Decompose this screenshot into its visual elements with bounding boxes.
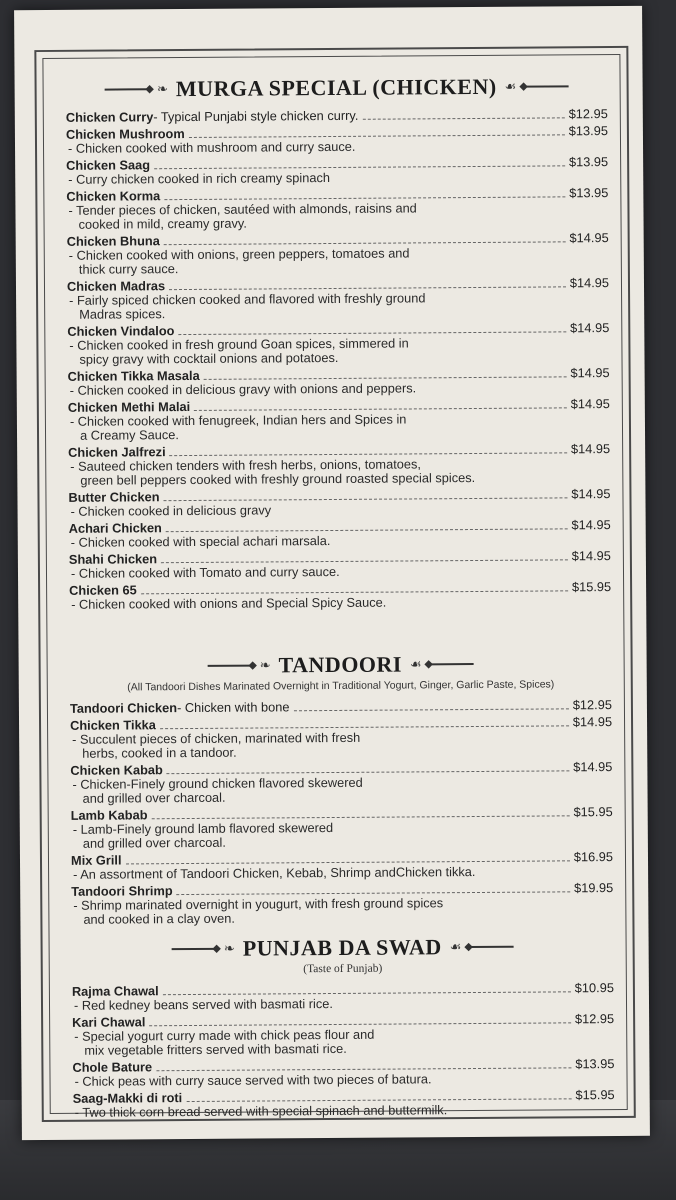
menu-item-price: $15.95: [571, 579, 612, 595]
menu-item-price: $12.95: [572, 697, 612, 713]
dotted-leader: [204, 376, 567, 380]
dotted-leader: [166, 528, 568, 532]
description-line: - Chicken cooked in delicious gravy: [70, 502, 272, 519]
fleuron-right-icon: ☙: [409, 656, 422, 672]
menu-item-name: Chicken Kabab: [70, 762, 163, 778]
menu-item-price: $14.95: [572, 714, 613, 730]
menu-item-name: Chicken Korma: [66, 188, 161, 204]
menu-item-list: [66, 107, 611, 612]
menu-item-price: $12.95: [568, 106, 608, 122]
menu-item-price: $14.95: [571, 517, 611, 533]
menu-item-price: $13.95: [575, 1056, 615, 1072]
description-line: - Special yogurt curry made with chick peas flour and: [74, 1026, 375, 1044]
menu-item-price: $14.95: [571, 548, 611, 564]
menu-item-name: Butter Chicken: [68, 489, 160, 505]
menu-item-description: [70, 774, 612, 806]
menu-item-description: [72, 1026, 614, 1058]
menu-item-price: $15.95: [573, 804, 613, 820]
description-line: cooked in mild, creamy gravy.: [78, 215, 247, 232]
menu-item-name: Achari Chicken: [68, 520, 162, 536]
menu-item-description: [71, 819, 613, 851]
section-title: TANDOORI: [278, 651, 403, 678]
menu-item-description: [68, 456, 610, 488]
page-inner-border: [42, 54, 627, 1120]
menu-item-line: [66, 107, 608, 125]
description-line: a Creamy Sauce.: [79, 427, 179, 443]
menu-item-description: [69, 594, 611, 612]
description-line: and grilled over charcoal.: [82, 789, 226, 806]
dotted-leader: [156, 1067, 571, 1071]
section-header: [66, 73, 608, 103]
description-line: - Chicken cooked with onions, green peppers, tomatoes and: [68, 245, 410, 263]
menu-item-description: [66, 169, 608, 187]
description-line: - Chicken cooked with onions and Special Spicy Sauce.: [71, 594, 387, 612]
description-line: - Chick peas with curry sauce served with two pieces of batura.: [74, 1071, 432, 1089]
menu-item-name: Tandoori Chicken: [69, 700, 178, 716]
description-line: - Lamb-Finely ground lamb flavored skewered: [72, 819, 334, 837]
menu-item-price: $14.95: [570, 365, 610, 381]
menu-item: [72, 981, 614, 1013]
menu-item-price: $15.95: [575, 1087, 615, 1103]
section-title: MURGA SPECIAL (CHICKEN): [175, 73, 497, 102]
menu-item-price: $14.95: [569, 275, 610, 291]
section-title: PUNJAB DA SWAD: [242, 934, 442, 961]
dotted-leader: [186, 1098, 571, 1102]
description-line: - Chicken cooked with special achari marsala.: [70, 533, 331, 550]
menu-item: [72, 1012, 614, 1058]
menu-item: [67, 321, 609, 367]
menu-item-price: $14.95: [570, 396, 610, 412]
description-line: thick curry sauce.: [78, 261, 179, 277]
menu-item-description: - Typical Punjabi style chicken curry.: [153, 107, 359, 125]
menu-item-price: $14.95: [570, 320, 610, 336]
description-line: - Sauteed chicken tenders with fresh herbs, onions, tomatoes,: [70, 456, 421, 474]
menu-item-price: $10.95: [574, 980, 614, 996]
menu-item-description: [68, 411, 610, 443]
dotted-leader: [164, 497, 568, 501]
menu-item-description: [66, 138, 608, 156]
menu-item-name: Mix Grill: [70, 852, 122, 868]
divider-line: [105, 89, 149, 91]
menu-item-description: [67, 290, 609, 322]
menu-content: [65, 67, 614, 1130]
menu-item: [66, 186, 608, 232]
menu-item-price: $14.95: [570, 441, 611, 457]
section-header: [72, 933, 614, 963]
menu-item-price: $13.95: [569, 185, 609, 201]
menu-item-price: $12.95: [574, 1011, 615, 1027]
description-line: green bell peppers cooked with freshly ground roasted special spices.: [80, 469, 476, 488]
menu-item-price: $16.95: [573, 849, 614, 865]
divider-line: [469, 946, 513, 948]
description-line: herbs, cooked in a tandoor.: [82, 744, 237, 761]
menu-item: [70, 760, 612, 806]
description-line: - Two thick corn bread served with special spinach and buttermilk.: [74, 1102, 448, 1120]
divider-line: [524, 86, 568, 88]
dotted-leader: [362, 117, 564, 119]
description-line: - An assortment of Tandoori Chicken, Kebab, Shrimp andChicken tikka.: [73, 864, 476, 882]
description-line: - Fairly spiced chicken cooked and flavored with freshly ground: [69, 290, 426, 308]
dotted-leader: [152, 815, 570, 819]
menu-item-name: Kari Chawal: [72, 1014, 146, 1030]
menu-item: [71, 805, 613, 851]
dotted-leader: [154, 165, 565, 169]
dotted-leader: [164, 196, 565, 200]
dotted-leader: [170, 452, 567, 456]
menu-item: [67, 231, 609, 277]
dotted-leader: [194, 407, 567, 411]
menu-item-name: Chicken Mushroom: [65, 126, 185, 142]
dotted-leader: [167, 770, 569, 774]
menu-item-name: Chicken Madras: [66, 278, 166, 294]
dotted-leader: [293, 708, 568, 711]
menu-item: [66, 124, 608, 156]
menu-item-description: [72, 995, 614, 1013]
section-header: [70, 650, 612, 680]
dotted-leader: [169, 286, 566, 290]
fleuron-right-icon: ☙: [504, 79, 517, 95]
menu-item-description: [67, 335, 609, 367]
menu-item-name: Shahi Chicken: [68, 551, 158, 567]
menu-item-price: $14.95: [569, 230, 609, 246]
menu-item-name: Chicken Bhuna: [66, 233, 160, 249]
menu-item-description: [66, 200, 608, 232]
section-tandoori: [70, 650, 614, 927]
menu-item: [66, 107, 608, 125]
menu-item-price: $19.95: [574, 880, 614, 896]
fleuron-left-icon: ❧: [156, 81, 168, 97]
menu-item: [68, 487, 610, 519]
menu-item-name: Chicken Jalfrezi: [68, 444, 166, 460]
description-line: - Chicken cooked with fenugreek, Indian hers and Spices in: [69, 411, 407, 429]
menu-item-description: [72, 1071, 614, 1089]
dotted-leader: [141, 590, 568, 594]
description-line: - Chicken cooked in fresh ground Goan spices, simmered in: [69, 335, 409, 353]
menu-item: [68, 366, 610, 398]
dotted-leader: [178, 331, 566, 335]
menu-item-name: Tandoori Shrimp: [71, 883, 173, 899]
menu-item-description: [71, 895, 613, 927]
menu-item-name: Chicken Curry: [65, 109, 154, 125]
menu-item-name: Rajma Chawal: [71, 983, 159, 999]
description-line: - Shrimp marinated overnight in yougurt, with fresh ground spices: [73, 895, 444, 913]
dotted-leader: [163, 991, 571, 995]
description-line: spicy gravy with cocktail onions and potatoes.: [79, 349, 339, 367]
menu-item: [70, 715, 612, 761]
menu-item-price: $13.95: [568, 154, 609, 170]
dotted-leader: [149, 1022, 571, 1026]
dotted-leader: [189, 134, 565, 138]
description-line: - Tender pieces of chicken, sautéed with almonds, raisins and: [68, 200, 417, 218]
fleuron-left-icon: ❧: [223, 941, 235, 957]
dotted-leader: [177, 891, 570, 895]
menu-item-description: [69, 501, 611, 519]
section-note: (All Tandoori Dishes Marinated Overnight in Traditional Yogurt, Ginger, Garlic Paste, Spices): [127, 678, 555, 694]
divider-line: [208, 665, 252, 667]
menu-item: [71, 850, 613, 882]
menu-item-description: [73, 1102, 615, 1120]
menu-item-description: [68, 380, 610, 398]
fleuron-right-icon: ☙: [449, 939, 462, 955]
description-line: - Chicken-Finely ground chicken flavored skewered: [72, 774, 363, 792]
dotted-leader: [161, 559, 568, 563]
menu-item-name: Chicken Tikka Masala: [67, 367, 200, 384]
description-line: - Red kedney beans served with basmati rice.: [73, 996, 333, 1013]
description-line: Madras spices.: [79, 306, 166, 322]
section-punjab-da-swad: [72, 933, 615, 1120]
description-line: - Chicken cooked with mushroom and curry sauce.: [67, 138, 356, 156]
menu-item-line: [70, 698, 612, 716]
menu-item: [70, 698, 612, 716]
menu-item-list: [70, 698, 614, 927]
menu-item-name: Chicken Tikka: [70, 717, 156, 733]
menu-item: [73, 1088, 615, 1120]
menu-item-name: Chicken 65: [69, 582, 137, 598]
menu-page: [14, 6, 650, 1140]
menu-item: [71, 881, 613, 927]
page-border: [34, 46, 635, 1122]
description-line: - Curry chicken cooked in rich creamy spinach: [68, 170, 331, 187]
description-line: - Chicken cooked in delicious gravy with onions and peppers.: [69, 380, 417, 398]
menu-item-description: [71, 864, 613, 882]
menu-item-description: [69, 563, 611, 581]
menu-item-name: Chicken Vindaloo: [67, 323, 175, 339]
divider-line: [172, 948, 216, 950]
menu-item-list: [72, 981, 615, 1120]
section-note: (Taste of Punjab): [303, 962, 383, 976]
menu-item: [66, 155, 608, 187]
menu-item-description: - Chicken with bone: [177, 699, 290, 716]
menu-item-description: [70, 729, 612, 761]
menu-item-price: $14.95: [571, 486, 611, 502]
menu-item: [67, 276, 609, 322]
menu-item-name: Chicken Methi Malai: [67, 398, 191, 415]
menu-item-description: [69, 532, 611, 550]
menu-item-name: Saag-Makki di roti: [72, 1090, 183, 1106]
description-line: and cooked in a clay oven.: [83, 910, 236, 927]
description-line: and grilled over charcoal.: [82, 834, 226, 851]
description-line: - Succulent pieces of chicken, marinated with fresh: [72, 729, 361, 747]
fleuron-left-icon: ❧: [259, 657, 271, 674]
menu-item-name: Lamb Kabab: [70, 807, 148, 823]
menu-item-name: Chicken Saag: [66, 157, 151, 173]
menu-item: [69, 549, 611, 581]
menu-item: [68, 442, 610, 488]
description-line: - Chicken cooked with Tomato and curry sauce.: [70, 563, 340, 581]
menu-item-description: [67, 245, 609, 277]
menu-item-name: Chole Bature: [72, 1059, 153, 1075]
description-line: mix vegetable fritters served with basmati rice.: [84, 1040, 347, 1058]
divider-line: [430, 663, 474, 665]
dotted-leader: [164, 241, 566, 245]
menu-item: [72, 1057, 614, 1089]
menu-item-price: $13.95: [568, 123, 608, 139]
dotted-leader: [160, 725, 569, 729]
menu-item: [68, 397, 610, 443]
section-murga-special: [66, 73, 612, 612]
menu-item: [69, 518, 611, 550]
menu-item-price: $14.95: [573, 759, 613, 775]
menu-item: [69, 580, 611, 612]
